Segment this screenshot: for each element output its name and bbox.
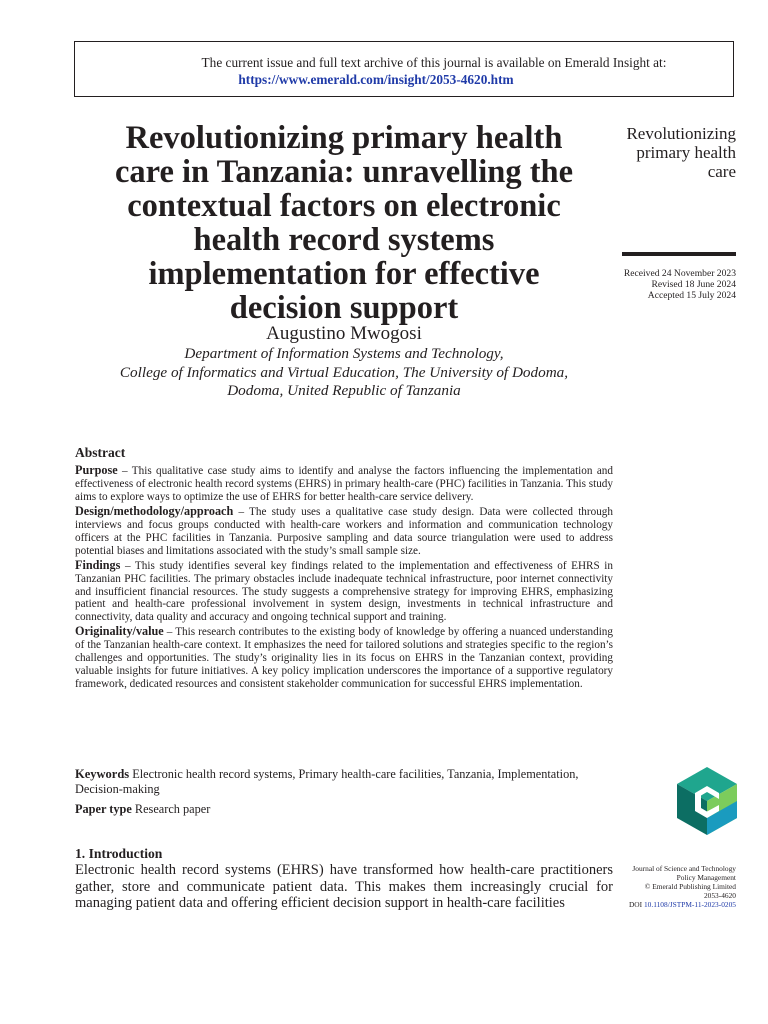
author-name: Augustino Mwogosi: [266, 323, 422, 344]
running-title-line: primary health: [636, 143, 736, 162]
affiliation-line: Department of Information Systems and Technology,: [184, 345, 504, 362]
title-line: health record systems: [193, 222, 495, 258]
revised-date: Revised 18 June 2024: [651, 279, 736, 291]
accepted-date: Accepted 15 July 2024: [647, 290, 736, 302]
findings-text: – This study identifies several key findings related to the implementation and effectiveness of EHRS in Tanzanian PHC facilities. The primary obstacles include inadequate technical infrastructure, poor internet connectivity and insufficient financial resources. The study suggests a comprehensive strategy for improving EHRS, emphasizing patient and health-care professional involvement in system design, investments in technical infrastructure and connectivity, data quality and accuracy and ongoing technical support and training.: [75, 559, 613, 624]
introduction-heading: 1. Introduction: [75, 846, 163, 861]
abstract-purpose: [75, 464, 613, 504]
keywords: [75, 767, 613, 798]
journal-url-link[interactable]: https://www.emerald.com/insight/2053-4620.htm: [238, 72, 514, 87]
journal-issn: 2053-4620: [703, 891, 736, 900]
abstract-findings: [75, 559, 613, 625]
title-line: implementation for effective: [148, 256, 540, 292]
affiliation-line: Dodoma, United Republic of Tanzania: [227, 382, 461, 399]
design-label: Design/methodology/approach: [75, 503, 234, 518]
abstract-design: [75, 505, 613, 558]
title-line: care in Tanzania: unravelling the: [114, 154, 574, 190]
doi-label: DOI: [628, 900, 644, 909]
purpose-text: – This qualitative case study aims to identify and analyse the factors influencing the implementation and effectiveness of electronic health record systems (EHRS) in primary health-care (PHC) facilities in Tanzania. This study aims to explore ways to optimize the use of EHRS for better health-care service delivery.: [75, 465, 613, 503]
emerald-logo-icon: [676, 766, 738, 836]
journal-info: [629, 864, 736, 909]
article-dates: [624, 268, 736, 302]
title-line: contextual factors on electronic: [127, 188, 561, 224]
title-line: decision support: [229, 290, 459, 326]
journal-doi: [629, 900, 736, 909]
paper-type: [75, 802, 613, 817]
findings-label: Findings: [75, 557, 121, 572]
author-affiliation: [74, 345, 614, 401]
doi-link[interactable]: 10.1108/JSTPM-11-2023-0205: [643, 900, 736, 909]
archive-notice-text: The current issue and full text archive of this journal is available on Emerald Insight at:: [201, 55, 667, 70]
design-text: – The study uses a qualitative case study design. Data were collected through interviews and focus groups conducted with health-care workers and information and communication technology officers at the PHC facilities in Tanzania. Purposive sampling and data source triangulation were used to address potential biases and limitations associated with the study’s small sample size.: [75, 505, 613, 557]
abstract-body: [75, 464, 613, 692]
archive-notice-box: [74, 41, 734, 97]
received-date: Received 24 November 2023: [623, 268, 736, 279]
affiliation-line: College of Informatics and Virtual Education, The University of Dodoma,: [119, 363, 569, 381]
running-title: [626, 124, 736, 181]
originality-label: Originality/value: [75, 624, 164, 639]
keywords-text: Electronic health record systems, Primary health-care facilities, Tanzania, Implementation, Decision-making: [75, 767, 579, 797]
running-title-line: Revolutionizing: [626, 124, 736, 143]
journal-name-line: Journal of Science and Technology: [632, 864, 736, 873]
originality-text: – This research contributes to the existing body of knowledge by offering a nuanced understanding of the Tanzanian health-care context. It emphasizes the need for tailored solutions and strategies specific to the region’s challenges and opportunities. The study’s originality lies in its focus on EHRS in the Tanzanian context, providing valuable insights for future initiatives. A key policy implication underscores the importance of a supportive regulatory framework, dedicated resources and consistent stakeholder communication for successful EHRS implementation.: [75, 626, 613, 691]
introduction-text: Electronic health record systems (EHRS) have transformed how health-care practitioners gather, store and communicate patient data. This makes them increasingly crucial for managing patient data and offering efficient decision support in health-care facilities: [75, 862, 613, 911]
title-line: Revolutionizing primary health: [125, 120, 563, 156]
paper-type-label: Paper type: [75, 802, 132, 816]
journal-name-line: Policy Management: [676, 873, 736, 882]
margin-rule: [622, 252, 736, 256]
abstract-heading: Abstract: [75, 445, 126, 460]
paper-type-text: Research paper: [131, 802, 211, 816]
purpose-label: Purpose: [75, 463, 118, 477]
paper-title: [74, 121, 614, 325]
journal-copyright: © Emerald Publishing Limited: [644, 882, 736, 891]
keywords-label: Keywords: [75, 767, 130, 781]
running-title-line: care: [707, 162, 736, 181]
abstract-originality: [75, 625, 613, 691]
